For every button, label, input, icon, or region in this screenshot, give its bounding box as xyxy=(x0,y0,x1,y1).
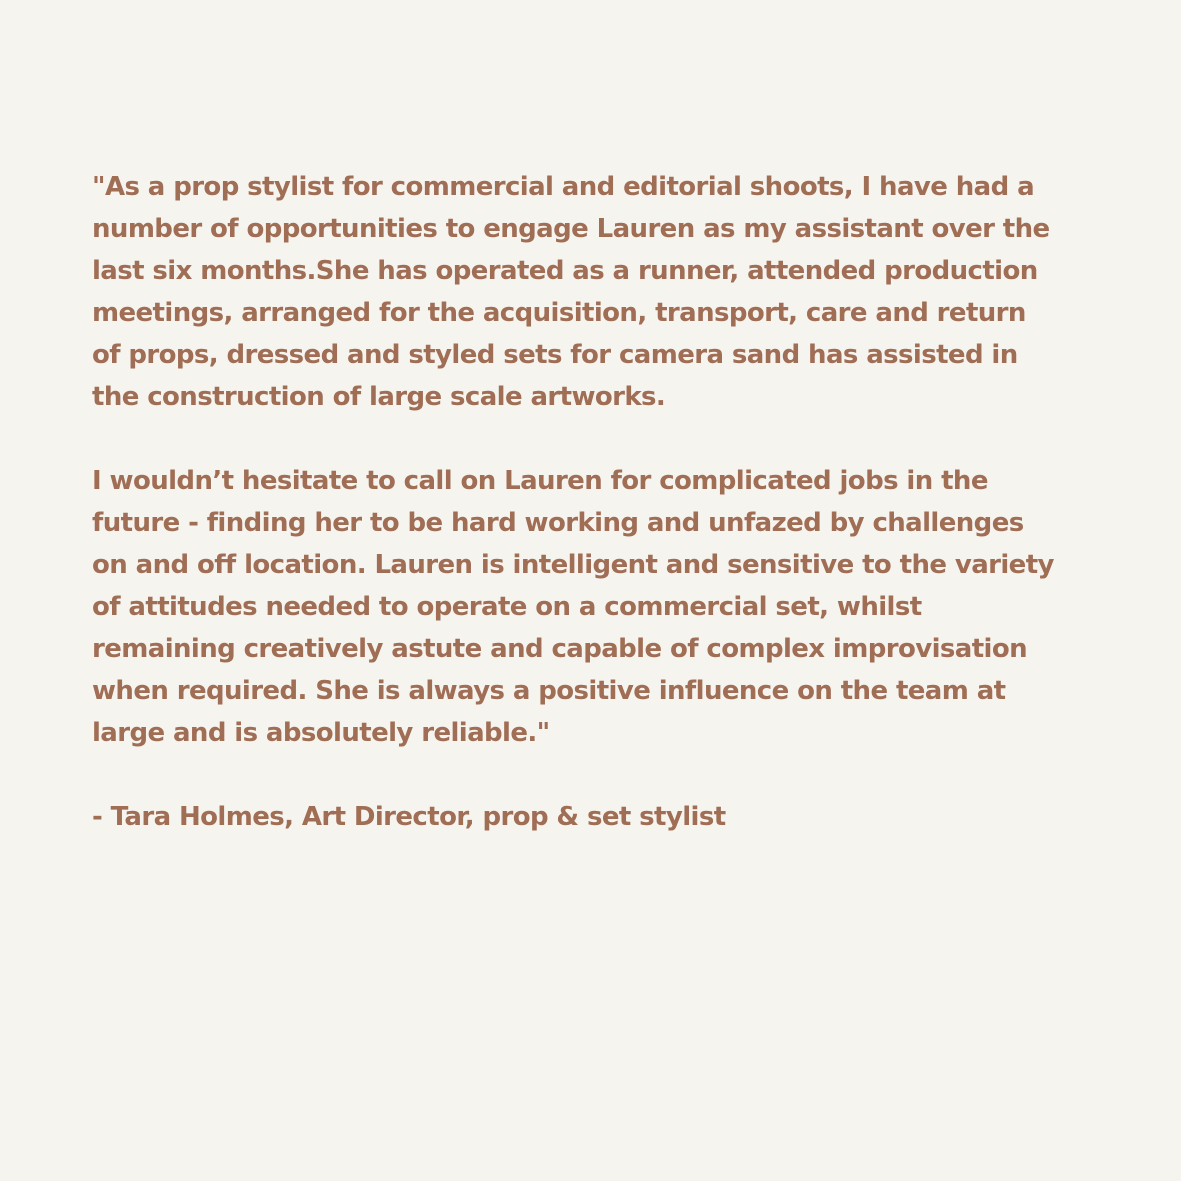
testimonial-paragraph-1 xyxy=(92,166,1152,418)
testimonial-attribution: - Tara Holmes, Art Director, prop & set stylist xyxy=(92,802,726,832)
text-line: large and is absolutely reliable." xyxy=(92,718,550,748)
text-line: of attitudes needed to operate on a commercial set, whilst xyxy=(92,592,922,622)
text-line: remaining creatively astute and capable of complex improvisation xyxy=(92,634,1028,664)
text-line: number of opportunities to engage Lauren as my assistant over the xyxy=(92,214,1050,244)
paragraph-gap xyxy=(92,418,1152,460)
text-line: of props, dressed and styled sets for camera sand has assisted in xyxy=(92,340,1018,370)
testimonial-paragraph-2 xyxy=(92,460,1152,754)
text-line: "As a prop stylist for commercial and editorial shoots, I have had a xyxy=(92,172,1035,202)
text-line: when required. She is always a positive influence on the team at xyxy=(92,676,1006,706)
testimonial-block xyxy=(92,166,1152,838)
text-line: meetings, arranged for the acquisition, transport, care and return xyxy=(92,298,1026,328)
text-line: the construction of large scale artworks. xyxy=(92,382,666,412)
text-line: last six months.She has operated as a runner, attended production xyxy=(92,256,1038,286)
text-line: future - finding her to be hard working and unfazed by challenges xyxy=(92,508,1024,538)
text-line: I wouldn’t hesitate to call on Lauren for complicated jobs in the xyxy=(92,466,988,496)
paragraph-gap xyxy=(92,754,1152,796)
text-line: on and off location. Lauren is intelligent and sensitive to the variety xyxy=(92,550,1054,580)
